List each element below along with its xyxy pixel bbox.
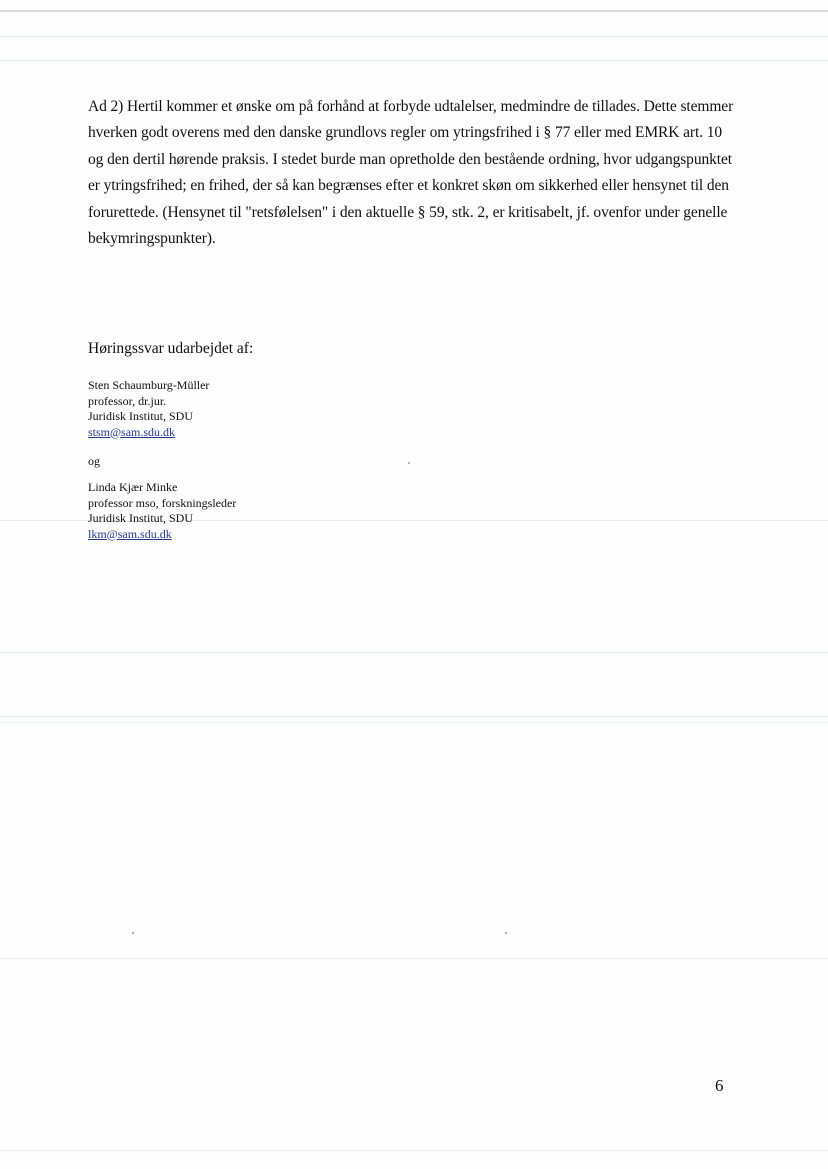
author-institution: Juridisk Institut, SDU xyxy=(88,511,194,525)
page-number: 6 xyxy=(715,1076,724,1095)
scan-speck xyxy=(505,932,507,934)
paragraph-line: og den dertil hørende praksis. I stedet burde man opretholde den bestående ordning, hvor udgangspunktet xyxy=(88,150,732,168)
author-title: professor, dr.jur. xyxy=(88,393,167,408)
conjunction-text: og xyxy=(88,454,100,468)
author-1-block xyxy=(88,378,209,440)
author-institution: Juridisk Institut, SDU xyxy=(88,409,194,423)
paragraph-line: Ad 2) Hertil kommer et ønske om på forhånd at forbyde udtalelser, medmindre de tillades. Dette stemmer xyxy=(88,98,734,115)
scan-artifact xyxy=(0,722,828,723)
scan-artifact xyxy=(0,1150,828,1151)
paragraph-line: forurettede. (Hensynet til "retsfølelsen" i den aktuelle § 59, stk. 2, er kritisabelt, jf. ovenfor under genelle xyxy=(88,203,728,221)
scan-artifact xyxy=(0,36,828,37)
scan-speck xyxy=(408,462,410,464)
scan-top-border xyxy=(0,10,828,12)
paragraph-line: hverken godt overens med den danske grundlovs regler om ytringsfrihed i § 77 eller med EMRK art. 10 xyxy=(88,124,723,142)
author-name: Linda Kjær Minke xyxy=(88,480,178,494)
author-2-block xyxy=(88,480,236,542)
signature-heading: Høringssvar udarbejdet af: xyxy=(88,340,254,357)
author-title: professor mso, forskningsleder xyxy=(88,495,237,510)
scan-artifact xyxy=(0,60,828,61)
author-email-link[interactable]: lkm@sam.sdu.dk xyxy=(88,526,172,541)
scan-artifact xyxy=(0,652,828,653)
paragraph-line: bekymringspunkter). xyxy=(88,230,216,248)
author-email-link[interactable]: stsm@sam.sdu.dk xyxy=(88,424,176,439)
scan-artifact xyxy=(0,958,828,959)
paragraph-line: er ytringsfrihed; en frihed, der så kan begrænses efter et konkret skøn om sikkerhed eller hensynet til den xyxy=(88,177,729,195)
scan-artifact xyxy=(0,716,828,717)
body-paragraph xyxy=(88,94,748,252)
author-name: Sten Schaumburg-Müller xyxy=(88,378,210,392)
scan-speck xyxy=(132,932,134,934)
